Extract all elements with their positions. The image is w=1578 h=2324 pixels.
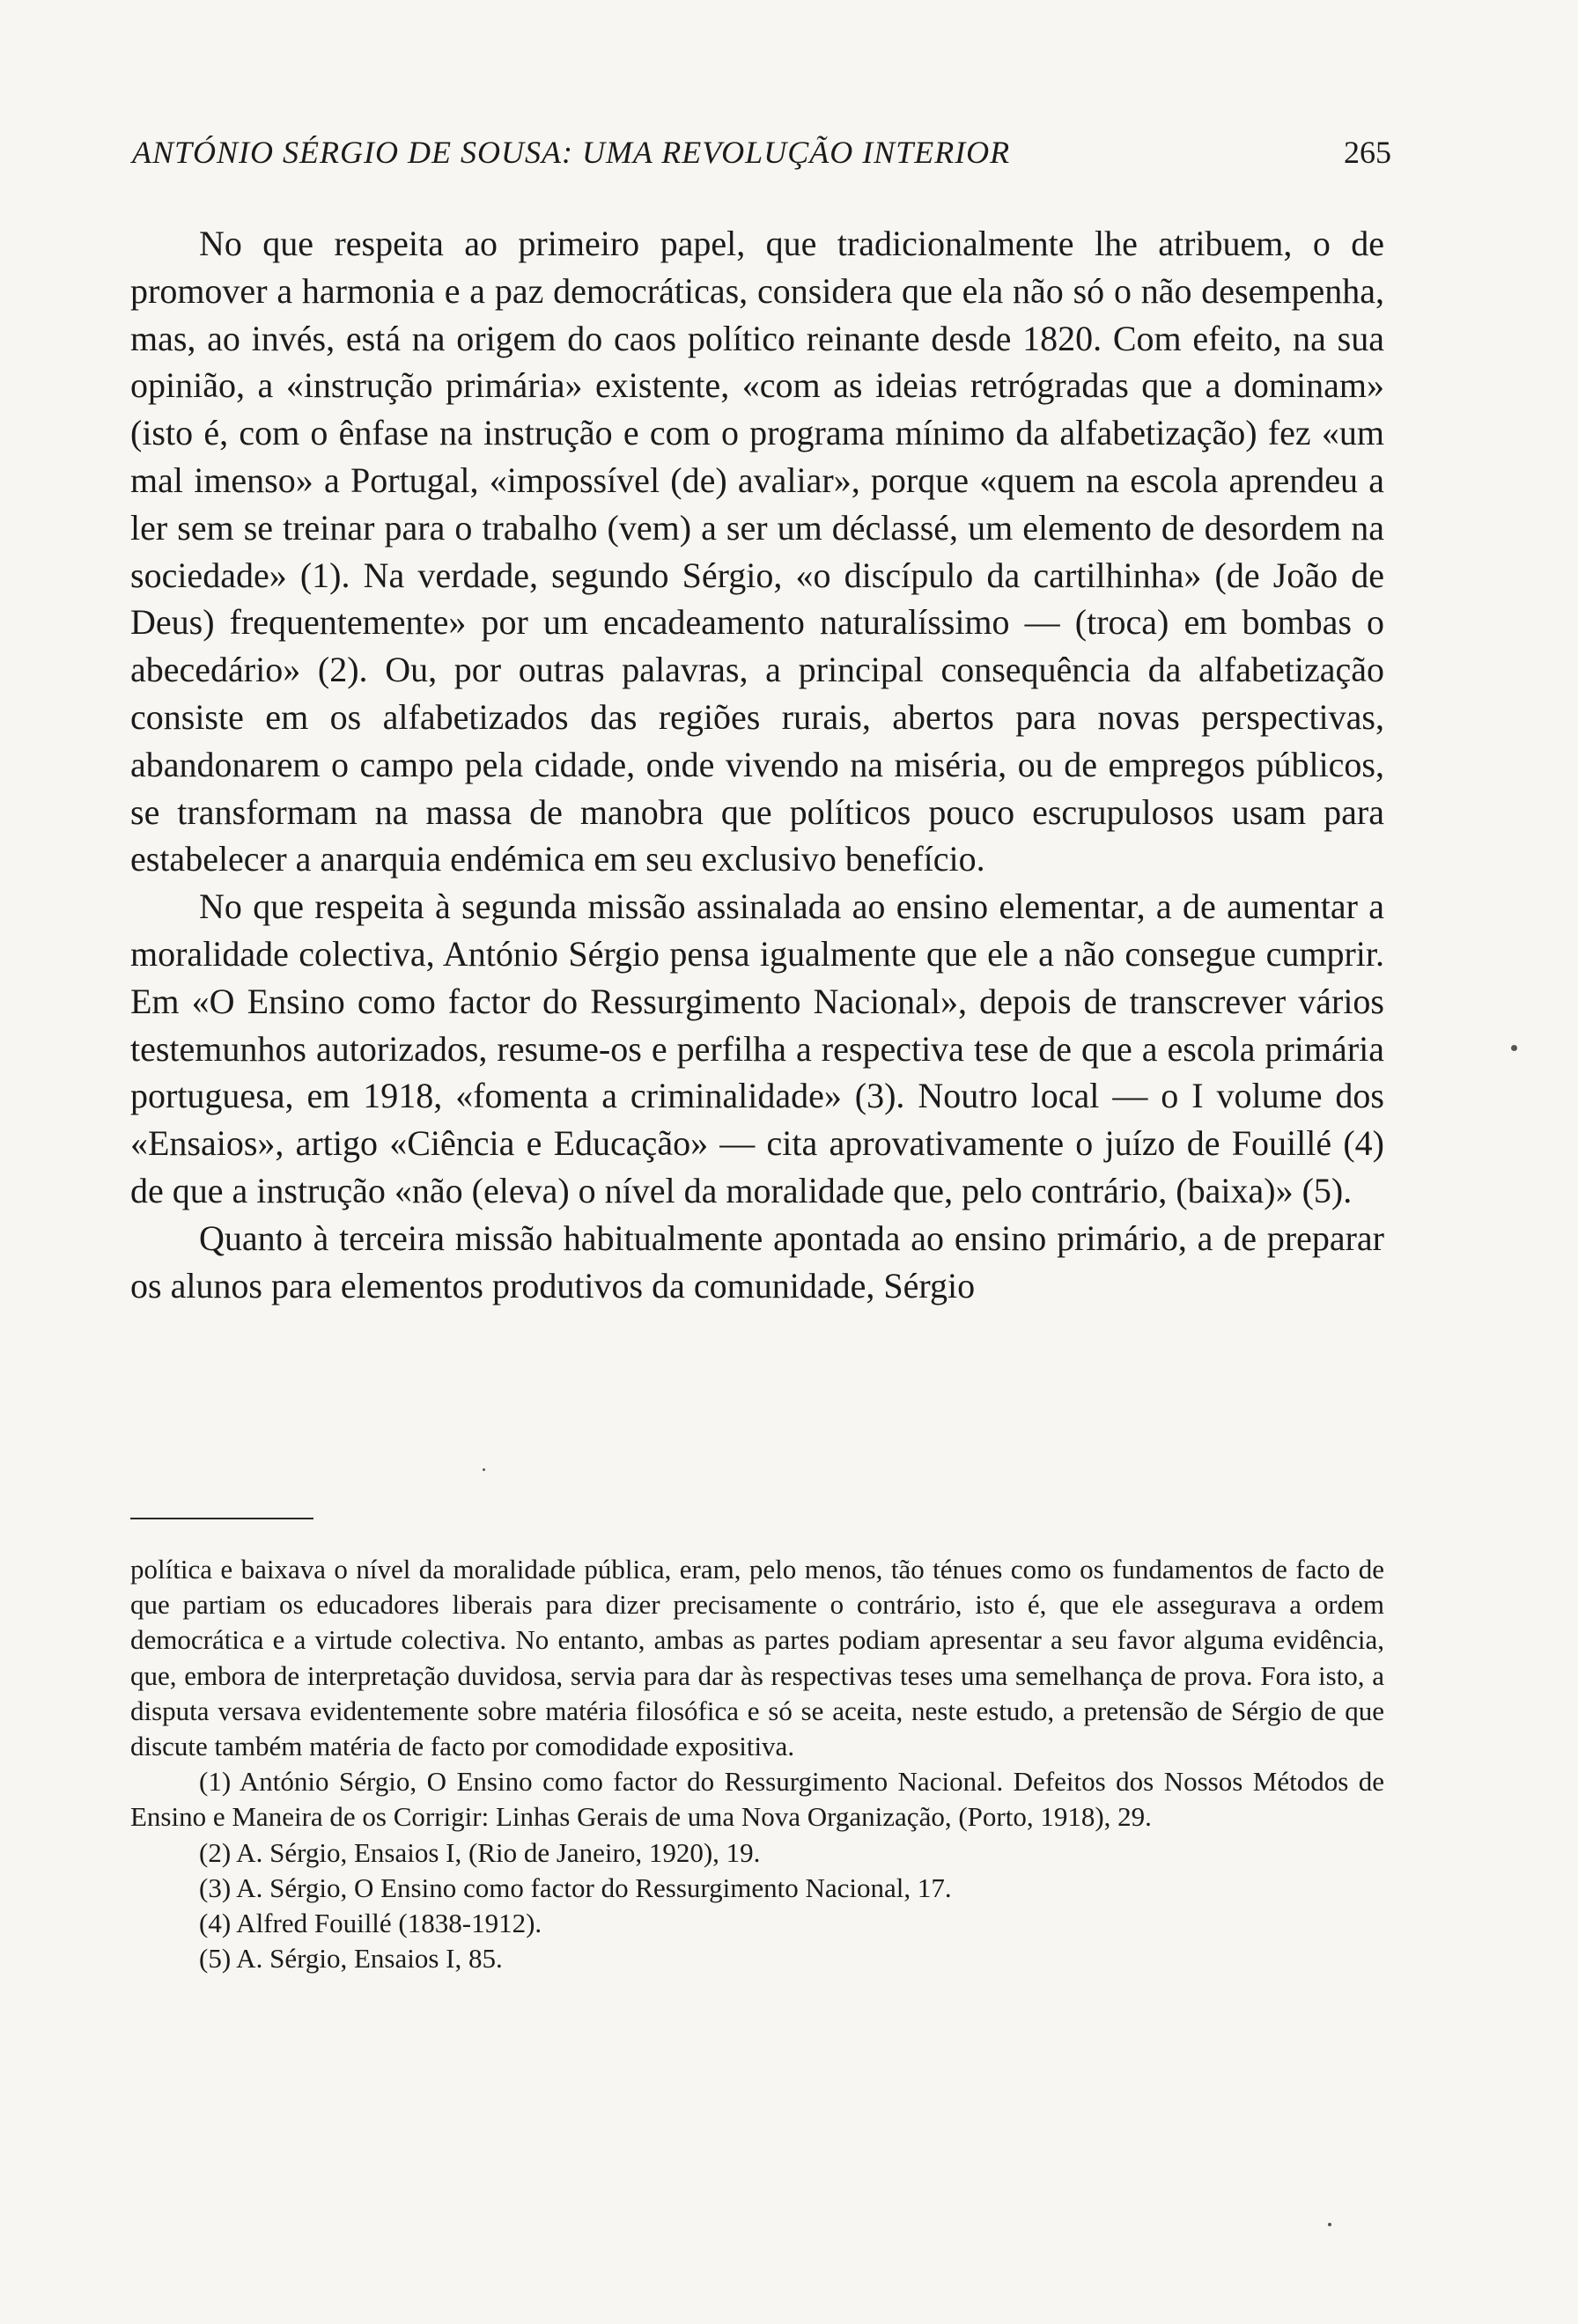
running-title: ANTÓNIO SÉRGIO DE SOUSA: UMA REVOLUÇÃO INTERIOR	[132, 135, 1011, 170]
footnote-separator	[130, 1518, 313, 1519]
running-header	[132, 134, 1391, 171]
paragraph: No que respeita à segunda missão assinalada ao ensino elementar, a de aumentar a moralidade colectiva, António Sérgio pensa igualmente que ele a não consegue cumprir. Em «O Ensino como factor do Ressurgimento Nacional», depois de transcrever vários testemunhos autorizados, resume-os e perfilha a respectiva tese de que a escola primária portuguesa, em 1918, «fomenta a criminalidade» (3). Noutro local — o I volume dos «Ensaios», artigo «Ciência e Educação» — cita aprovativamente o juízo de Fouillé (4) de que a instrução «não (eleva) o nível da moralidade que, pelo contrário, (baixa)» (5).	[130, 886, 1384, 1210]
footnotes	[130, 1552, 1384, 1976]
page-number: 265	[1344, 135, 1391, 170]
paragraph: No que respeita ao primeiro papel, que tradicionalmente lhe atribuem, o de promover a harmonia e a paz democráticas, considera que ela não só o não desempenha, mas, ao invés, está na origem do caos político reinante desde 1820. Com efeito, na sua opinião, a «instrução primária» existente, «com as ideias retrógradas que a dominam» (isto é, com o ênfase na instrução e com o programa mínimo da alfabetização) fez «um mal imenso» a Portugal, «impossível (de) avaliar», porque «quem na escola aprendeu a ler sem se treinar para o trabalho (vem) a ser um déclassé, um elemento de desordem na sociedade» (1). Na verdade, segundo Sérgio, «o discípulo da cartilhinha» (de João de Deus) frequentemente» por um encadeamento naturalíssimo — (troca) em bombas o abecedário» (2). Ou, por outras palavras, a principal consequência da alfabetização consiste em os alfabetizados das regiões rurais, abertos para novas perspectivas, abandonarem o campo pela cidade, onde vivendo na miséria, ou de empregos públicos, se transformam na massa de manobra que políticos pouco escrupulosos usam para estabelecer a anarquia endémica em seu exclusivo benefício.	[130, 224, 1384, 879]
footnote-5: (5) A. Sérgio, Ensaios I, 85.	[199, 1943, 503, 1975]
scan-speck	[1511, 1045, 1517, 1051]
footnote-2: (2) A. Sérgio, Ensaios I, (Rio de Janeiro, 1920), 19.	[199, 1836, 761, 1868]
footnote-4: (4) Alfred Fouillé (1838-1912).	[199, 1908, 542, 1939]
main-text	[130, 220, 1384, 1309]
footnote-continuation: política e baixava o nível da moralidade pública, eram, pelo menos, tão ténues como os fundamentos de facto de que partiam os educadores liberais para dizer precisamente o contrário, isto é, que ele assegurava a ordem democrática e a virtude colectiva. No entanto, ambas as partes podiam apresentar a seu favor alguma evidência, que, embora de interpretação duvidosa, servia para dar às respectivas teses uma semelhança de prova. Fora isto, a disputa versava evidentemente sobre matéria filosófica e só se aceita, neste estudo, a pretensão de Sérgio de que discute também matéria de facto por comodidade expositiva.	[130, 1554, 1384, 1762]
scan-speck	[483, 1468, 485, 1471]
footnote-3: (3) A. Sérgio, O Ensino como factor do Ressurgimento Nacional, 17.	[199, 1872, 952, 1903]
paragraph: Quanto à terceira missão habitualmente apontada ao ensino primário, a de preparar os alunos para elementos produtivos da comunidade, Sérgio	[130, 1217, 1384, 1305]
scan-speck	[1328, 2223, 1331, 2226]
footnote-1: (1) António Sérgio, O Ensino como factor do Ressurgimento Nacional. Defeitos dos Nossos Métodos de Ensino e Maneira de os Corrigir: Linhas Gerais de uma Nova Organização, (Porto, 1918), 29.	[130, 1766, 1384, 1833]
